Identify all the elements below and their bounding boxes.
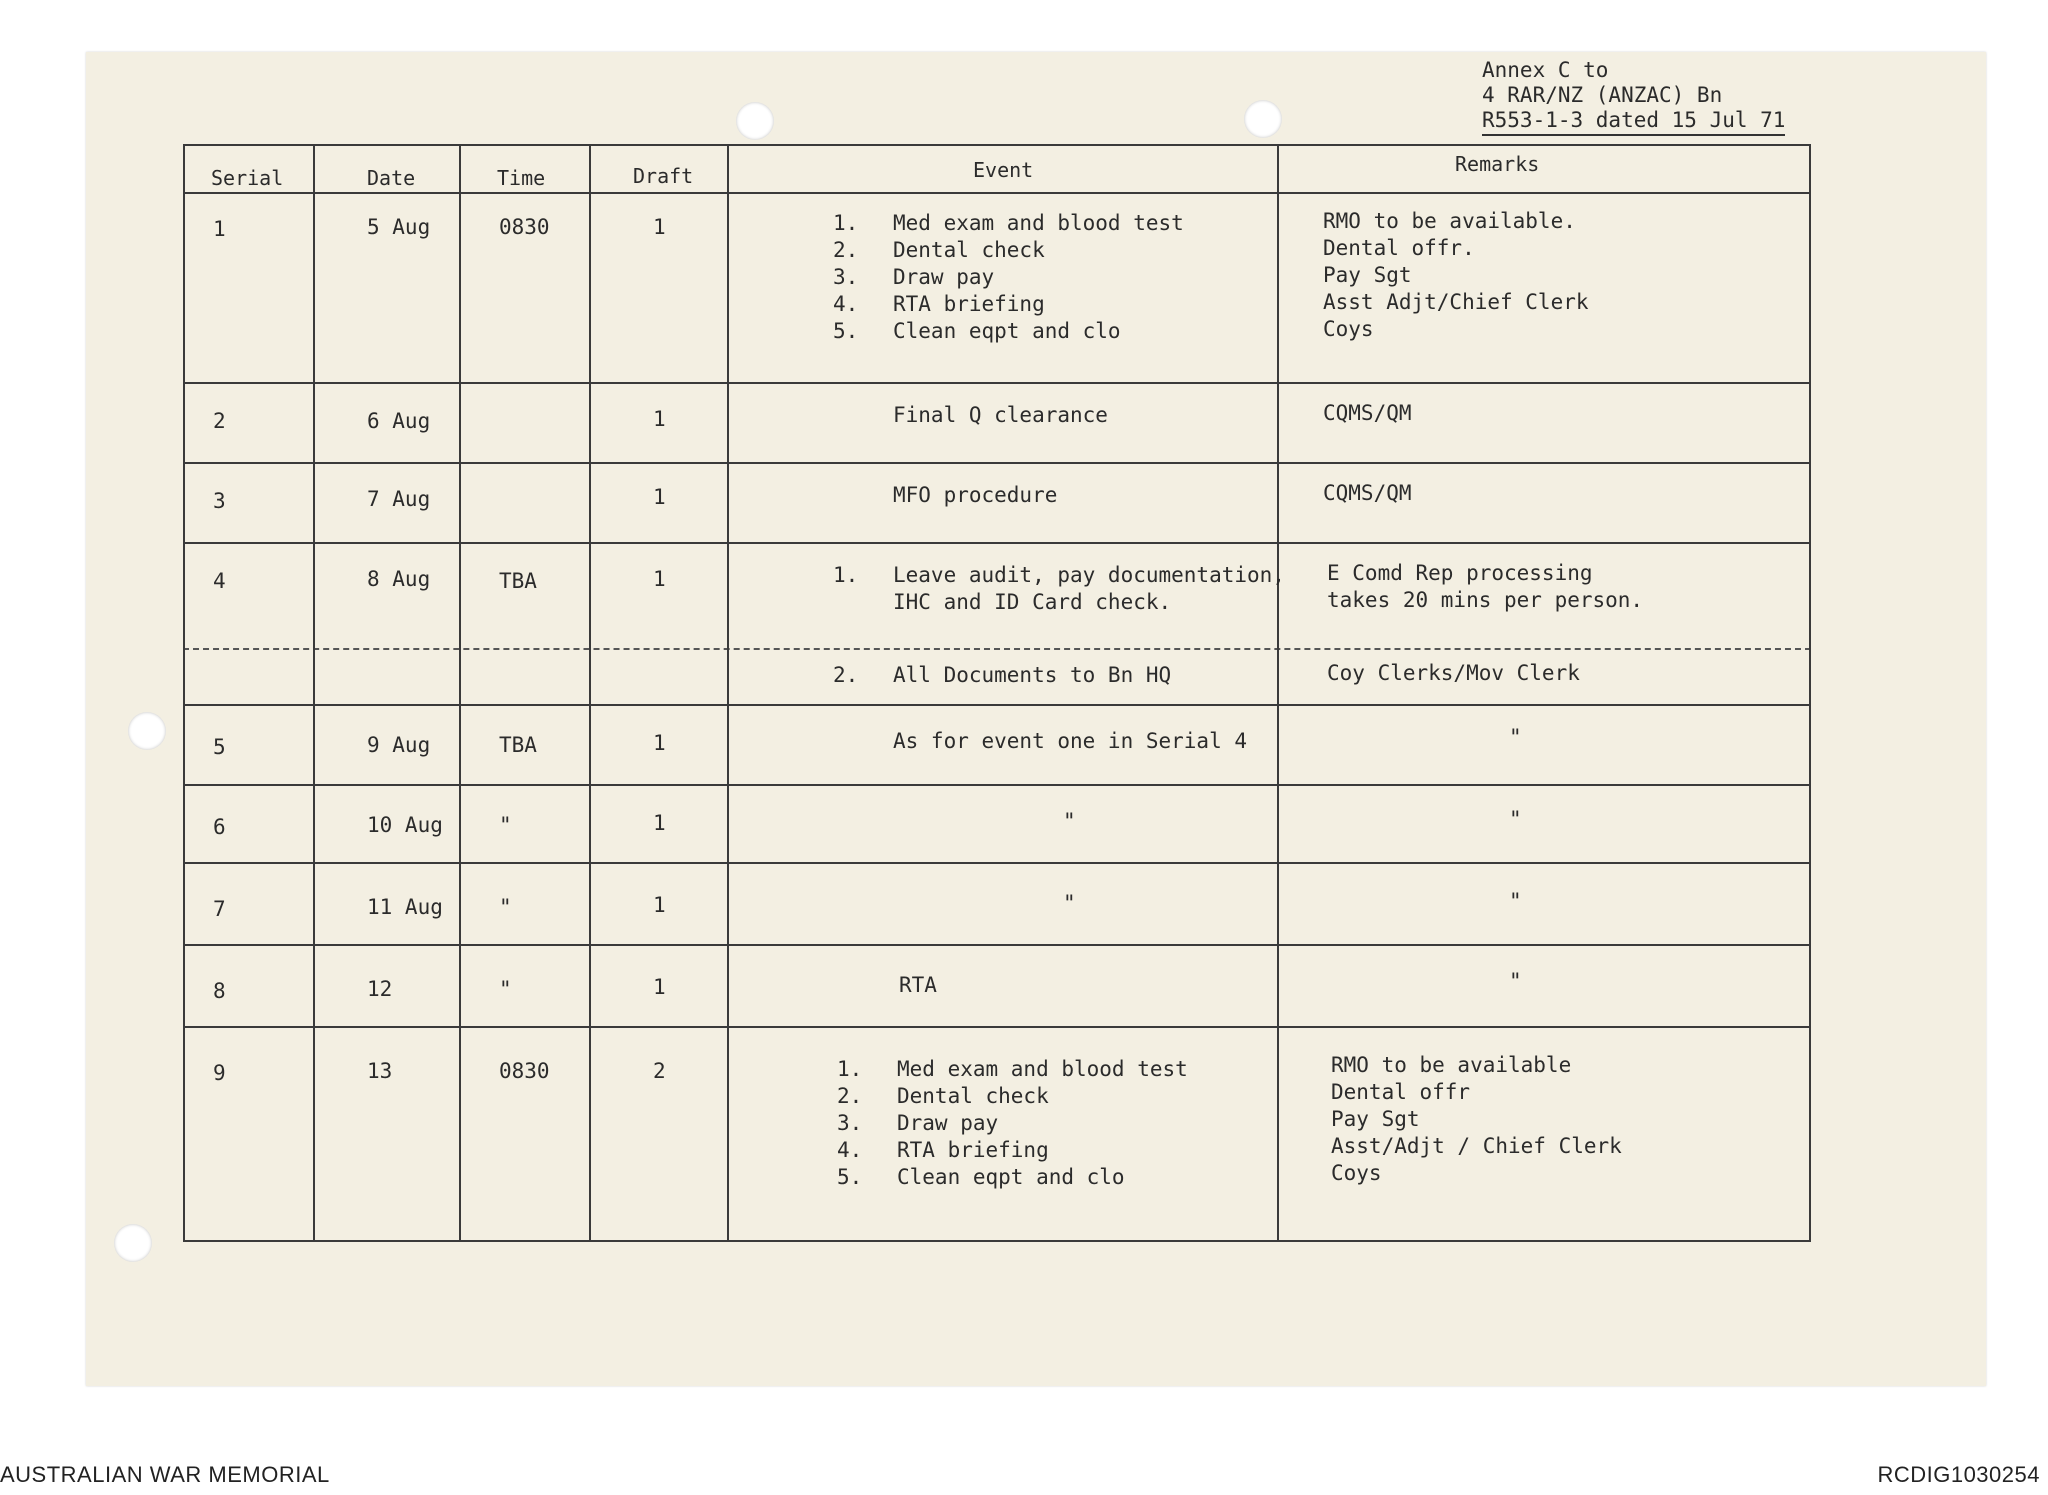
ditto-mark: ": [1509, 725, 1522, 749]
row-7-draft: 1: [653, 893, 666, 917]
remark-line: Coys: [1323, 317, 1374, 341]
rule-row-4b: [183, 704, 1811, 706]
annex-reference: [1482, 58, 1785, 136]
event-item: [837, 1083, 1188, 1110]
event-text: Clean eqpt and clo: [897, 1165, 1125, 1189]
event-text: RTA briefing: [897, 1138, 1049, 1162]
header-event: Event: [973, 158, 1034, 182]
event-text: Draw pay: [893, 265, 995, 289]
event-item: [837, 1164, 1188, 1191]
event-number: 1.: [837, 1057, 863, 1081]
row-6-date: 10 Aug: [367, 813, 443, 837]
row-1-events: [833, 210, 1184, 345]
row-4b-events: [833, 662, 1171, 689]
row-1-remarks: [1323, 208, 1589, 343]
ditto-mark: ": [1509, 889, 1522, 913]
row-9-remarks: [1331, 1052, 1622, 1187]
remark-line: Coys: [1331, 1161, 1382, 1185]
rule-row-5: [183, 784, 1811, 786]
event-item: [837, 1137, 1188, 1164]
event-text: MFO procedure: [893, 483, 1058, 507]
event-number: 2.: [833, 238, 859, 262]
row-5-serial: 5: [213, 735, 226, 759]
event-item: [833, 237, 1184, 264]
row-5-date: 9 Aug: [367, 733, 431, 757]
remark-line: CQMS/QM: [1323, 401, 1412, 425]
remark-line: RMO to be available: [1331, 1053, 1572, 1077]
remark-line: Dental offr.: [1323, 236, 1475, 260]
rule-row-6: [183, 862, 1811, 864]
event-text: Dental check: [893, 238, 1045, 262]
event-number: 2.: [837, 1084, 863, 1108]
rule-row-8: [183, 1026, 1811, 1028]
event-number: 3.: [837, 1111, 863, 1135]
row-6-events: [1063, 808, 1076, 835]
event-text: Final Q clearance: [893, 403, 1108, 427]
header-draft: Draft: [633, 164, 694, 188]
event-number: 1.: [833, 211, 859, 235]
rule-row-4a: [183, 648, 1811, 650]
row-2-remarks: [1323, 400, 1412, 427]
punch-hole-left-middle: [128, 712, 166, 750]
event-text: IHC and ID Card check.: [893, 590, 1172, 614]
col-rule-3: [589, 144, 591, 1241]
row-1-time: 0830: [499, 215, 550, 239]
event-text: As for event one in Serial 4: [893, 729, 1248, 753]
row-4-date: 8 Aug: [367, 567, 431, 591]
row-8-draft: 1: [653, 975, 666, 999]
event-text: Clean eqpt and clo: [893, 319, 1121, 343]
event-text: RTA briefing: [893, 292, 1045, 316]
ditto-mark: ": [1509, 807, 1522, 831]
col-rule-6: [1809, 144, 1811, 1241]
event-item: [833, 264, 1184, 291]
remark-line: takes 20 mins per person.: [1327, 588, 1644, 612]
col-rule-5: [1277, 144, 1279, 1241]
row-8-serial: 8: [213, 979, 226, 1003]
event-number: 5.: [837, 1165, 863, 1189]
event-number: 4.: [837, 1138, 863, 1162]
row-4b-remarks: [1327, 660, 1580, 687]
row-7-date: 11 Aug: [367, 895, 443, 919]
col-rule-1: [313, 144, 315, 1241]
row-3-serial: 3: [213, 489, 226, 513]
event-item: [837, 1056, 1188, 1083]
row-3-draft: 1: [653, 485, 666, 509]
header-serial: Serial: [211, 166, 284, 190]
row-8-remarks: [1509, 968, 1522, 995]
event-text: Leave audit, pay documentation,: [893, 563, 1285, 587]
rule-row-2: [183, 462, 1811, 464]
event-text: Med exam and blood test: [897, 1057, 1188, 1081]
row-5-draft: 1: [653, 731, 666, 755]
punch-hole-top-left: [736, 102, 774, 140]
row-6-draft: 1: [653, 811, 666, 835]
row-7-remarks: [1509, 888, 1522, 915]
event-item: [833, 210, 1184, 237]
row-6-time: ": [499, 813, 512, 837]
ditto-mark: ": [1063, 809, 1076, 833]
row-1-draft: 1: [653, 215, 666, 239]
annex-line-1: Annex C to: [1482, 58, 1609, 82]
row-5-remarks: [1509, 724, 1522, 751]
remark-line: E Comd Rep processing: [1327, 561, 1593, 585]
punch-hole-left-bottom: [114, 1224, 152, 1262]
footer-record-id: RCDIG1030254: [1877, 1462, 2040, 1487]
event-item: [833, 318, 1184, 345]
event-number: 5.: [833, 319, 859, 343]
row-1-date: 5 Aug: [367, 215, 431, 239]
rule-row-1: [183, 382, 1811, 384]
row-9-events: [837, 1056, 1188, 1191]
row-7-time: ": [499, 895, 512, 919]
col-rule-0: [183, 144, 185, 1241]
event-text: All Documents to Bn HQ: [893, 663, 1172, 687]
col-rule-4: [727, 144, 729, 1241]
event-number: 2.: [833, 663, 859, 687]
row-9-draft: 2: [653, 1059, 666, 1083]
event-text: Dental check: [897, 1084, 1049, 1108]
event-number: [833, 589, 893, 616]
row-2-date: 6 Aug: [367, 409, 431, 433]
event-item: [833, 291, 1184, 318]
row-9-serial: 9: [213, 1061, 226, 1085]
event-item: [833, 662, 1171, 689]
row-2-draft: 1: [653, 407, 666, 431]
row-6-remarks: [1509, 806, 1522, 833]
row-8-time: ": [499, 977, 512, 1001]
row-9-date: 13: [367, 1059, 393, 1083]
row-4-time: TBA: [499, 569, 537, 593]
remark-line: CQMS/QM: [1323, 481, 1412, 505]
schedule-table: [183, 144, 1811, 1241]
event-item: [837, 1110, 1188, 1137]
row-3-events: [893, 482, 1057, 509]
event-number: 4.: [833, 292, 859, 316]
col-rule-2: [459, 144, 461, 1241]
event-item: [833, 589, 1285, 616]
footer-institution: AUSTRALIAN WAR MEMORIAL: [0, 1462, 330, 1487]
header-remarks: Remarks: [1455, 152, 1540, 176]
row-4-remarks: [1327, 560, 1643, 614]
row-5-time: TBA: [499, 733, 537, 757]
remark-line: Pay Sgt: [1331, 1107, 1420, 1131]
row-3-remarks: [1323, 480, 1412, 507]
annex-line-2: 4 RAR/NZ (ANZAC) Bn: [1482, 83, 1723, 107]
row-9-time: 0830: [499, 1059, 550, 1083]
event-text: RTA: [899, 973, 937, 997]
rule-row-7: [183, 944, 1811, 946]
row-8-date: 12: [367, 977, 393, 1001]
row-1-serial: 1: [213, 217, 226, 241]
row-3-date: 7 Aug: [367, 487, 431, 511]
document-sheet: [86, 52, 1986, 1386]
event-text: Med exam and blood test: [893, 211, 1184, 235]
remark-line: Dental offr: [1331, 1080, 1471, 1104]
row-6-serial: 6: [213, 815, 226, 839]
row-2-events: [893, 402, 1108, 429]
remark-line: Asst/Adjt / Chief Clerk: [1331, 1134, 1622, 1158]
punch-hole-top-right: [1244, 100, 1282, 138]
remark-line: Asst Adjt/Chief Clerk: [1323, 290, 1589, 314]
row-8-events: [899, 972, 937, 999]
rule-header: [183, 192, 1811, 194]
ditto-mark: ": [1509, 969, 1522, 993]
event-item: [833, 562, 1285, 589]
annex-line-3: R553-1-3 dated 15 Jul 71: [1482, 108, 1785, 136]
row-2-serial: 2: [213, 409, 226, 433]
row-4-events: [833, 562, 1285, 616]
header-time: Time: [497, 166, 546, 190]
ditto-mark: ": [1063, 891, 1076, 915]
remark-line: Coy Clerks/Mov Clerk: [1327, 661, 1580, 685]
row-5-events: [893, 728, 1247, 755]
rule-bottom: [183, 1240, 1811, 1242]
row-7-serial: 7: [213, 897, 226, 921]
row-4-serial: 4: [213, 569, 226, 593]
row-4-draft: 1: [653, 567, 666, 591]
remark-line: Pay Sgt: [1323, 263, 1412, 287]
rule-top: [183, 144, 1811, 146]
rule-row-3: [183, 542, 1811, 544]
row-7-events: [1063, 890, 1076, 917]
event-number: 1.: [833, 563, 859, 587]
event-text: Draw pay: [897, 1111, 999, 1135]
event-number: 3.: [833, 265, 859, 289]
header-date: Date: [367, 166, 416, 190]
remark-line: RMO to be available.: [1323, 209, 1576, 233]
